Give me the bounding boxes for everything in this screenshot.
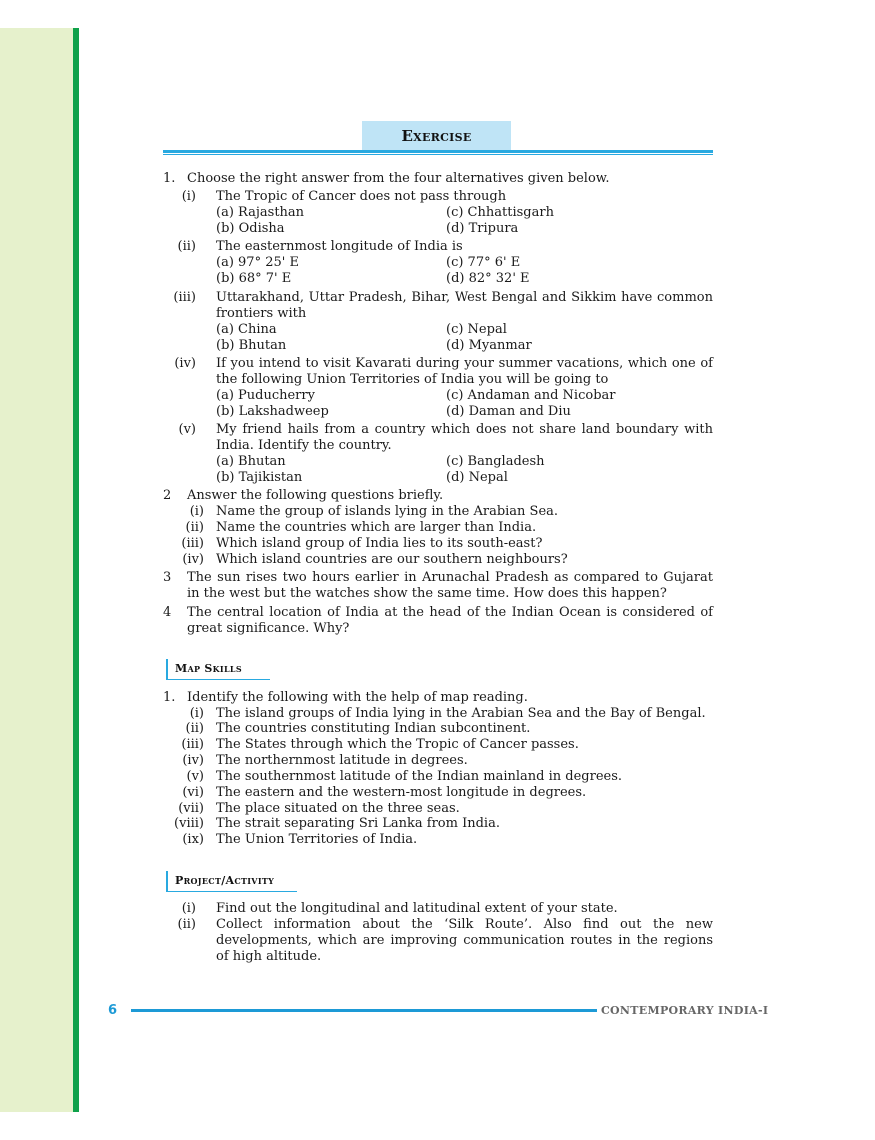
- q2-number: 2: [163, 488, 172, 503]
- book-title: CONTEMPORARY INDIA-I: [601, 1004, 769, 1017]
- q2-i-text: Name the group of islands lying in the Arabian Sea.: [216, 504, 559, 519]
- q1-v-option-c: (c) Bangladesh: [446, 454, 545, 469]
- q1-v-option-b: (b) Tajikistan: [216, 470, 303, 485]
- q1-iii-number: (iii): [173, 290, 196, 305]
- q1-iv-option-c: (c) Andaman and Nicobar: [446, 388, 616, 403]
- q2-ii-text: Name the countries which are larger than India.: [216, 520, 537, 535]
- map-vii-text: The place situated on the three seas.: [216, 801, 460, 816]
- q1-number: 1.: [163, 171, 176, 186]
- q1-i-option-d: (d) Tripura: [446, 221, 519, 236]
- q1-ii-option-c: (c) 77° 6' E: [446, 255, 521, 270]
- q1-i-option-a: (a) Rajasthan: [216, 205, 305, 220]
- map-iv-text: The northernmost latitude in degrees.: [216, 753, 468, 768]
- map-skills-heading: Map Skills: [175, 662, 242, 675]
- q1-iii-option-c: (c) Nepal: [446, 322, 507, 337]
- map-ix-number: (ix): [182, 832, 204, 847]
- q4-text: The central location of India at the head of the Indian Ocean is considered of great significance. Why?: [187, 605, 713, 636]
- q1-i-stem: The Tropic of Cancer does not pass through: [216, 189, 507, 204]
- map-ix-text: The Union Territories of India.: [216, 832, 418, 847]
- exercise-heading: Exercise: [362, 121, 511, 150]
- q2-i-number: (i): [189, 504, 204, 519]
- map-vii-number: (vii): [178, 801, 204, 816]
- q1-i-option-c: (c) Chhattisgarh: [446, 205, 554, 220]
- map-vi-text: The eastern and the western-most longitude in degrees.: [216, 785, 587, 800]
- map-iii-text: The States through which the Tropic of Cancer passes.: [216, 737, 579, 752]
- q1-v-stem: My friend hails from a country which does not share land boundary with India. Identify the country.: [216, 422, 713, 453]
- page-number: 6: [108, 1003, 118, 1018]
- map-v-text: The southernmost latitude of the Indian mainland in degrees.: [216, 769, 623, 784]
- q1-iii-stem: Uttarakhand, Uttar Pradesh, Bihar, West Bengal and Sikkim have common frontiers with: [216, 290, 713, 321]
- map-q1-text: Identify the following with the help of map reading.: [187, 690, 528, 705]
- q1-iii-option-b: (b) Bhutan: [216, 338, 287, 353]
- project-ii-text: Collect information about the ‘Silk Route’. Also find out the new developments, which are improving communication routes in the regions of high altitude.: [216, 917, 713, 964]
- q1-v-option-d: (d) Nepal: [446, 470, 508, 485]
- map-i-text: The island groups of India lying in the Arabian Sea and the Bay of Bengal.: [216, 706, 706, 721]
- q1-iii-option-d: (d) Myanmar: [446, 338, 532, 353]
- q1-iv-option-a: (a) Puducherry: [216, 388, 315, 403]
- q1-ii-option-a: (a) 97° 25' E: [216, 255, 299, 270]
- q1-text: Choose the right answer from the four alternatives given below.: [187, 171, 610, 186]
- heading-rule-thin: [163, 154, 713, 155]
- q1-iii-option-a: (a) China: [216, 322, 277, 337]
- q1-iv-number: (iv): [174, 356, 196, 371]
- map-i-number: (i): [189, 706, 204, 721]
- q1-i-number: (i): [181, 189, 196, 204]
- map-viii-text: The strait separating Sri Lanka from India.: [216, 816, 500, 831]
- map-q1-number: 1.: [163, 690, 176, 705]
- q1-iv-option-d: (d) Daman and Diu: [446, 404, 571, 419]
- side-band: [0, 28, 73, 1112]
- q1-ii-number: (ii): [177, 239, 196, 254]
- q2-text: Answer the following questions briefly.: [187, 488, 444, 503]
- q3-text: The sun rises two hours earlier in Arunachal Pradesh as compared to Gujarat in the west but the watches show the same time. How does this happen?: [187, 570, 713, 601]
- q1-ii-stem: The easternmost longitude of India is: [216, 239, 463, 254]
- map-iv-number: (iv): [182, 753, 204, 768]
- map-ii-number: (ii): [185, 721, 204, 736]
- q2-ii-number: (ii): [185, 520, 204, 535]
- project-heading: Project/Activity: [175, 874, 275, 887]
- q1-ii-option-d: (d) 82° 32' E: [446, 271, 530, 286]
- map-ii-text: The countries constituting Indian subcontinent.: [216, 721, 531, 736]
- q2-iii-text: Which island group of India lies to its south-east?: [216, 536, 543, 551]
- q3-number: 3: [163, 570, 172, 585]
- q2-iv-text: Which island countries are our southern neighbours?: [216, 552, 568, 567]
- project-ii-number: (ii): [177, 917, 196, 932]
- q1-v-option-a: (a) Bhutan: [216, 454, 286, 469]
- q1-ii-option-b: (b) 68° 7' E: [216, 271, 292, 286]
- project-i-text: Find out the longitudinal and latitudinal extent of your state.: [216, 901, 618, 916]
- footer-rule: [131, 1009, 597, 1012]
- q1-iv-stem: If you intend to visit Kavarati during your summer vacations, which one of the following Union Territories of India you will be going to: [216, 356, 713, 387]
- q1-i-option-b: (b) Odisha: [216, 221, 285, 236]
- map-vi-number: (vi): [182, 785, 204, 800]
- project-bar: [166, 871, 168, 892]
- q4-number: 4: [163, 605, 172, 620]
- map-skills-bar: [166, 659, 168, 680]
- q1-v-number: (v): [178, 422, 196, 437]
- map-v-number: (v): [186, 769, 204, 784]
- map-iii-number: (iii): [181, 737, 204, 752]
- project-i-number: (i): [181, 901, 196, 916]
- project-underline: [166, 891, 297, 892]
- q2-iii-number: (iii): [181, 536, 204, 551]
- q1-iv-option-b: (b) Lakshadweep: [216, 404, 329, 419]
- q2-iv-number: (iv): [182, 552, 204, 567]
- map-viii-number: (viii): [174, 816, 204, 831]
- map-skills-underline: [166, 679, 270, 680]
- side-rule: [73, 28, 79, 1112]
- heading-rule: [163, 150, 713, 153]
